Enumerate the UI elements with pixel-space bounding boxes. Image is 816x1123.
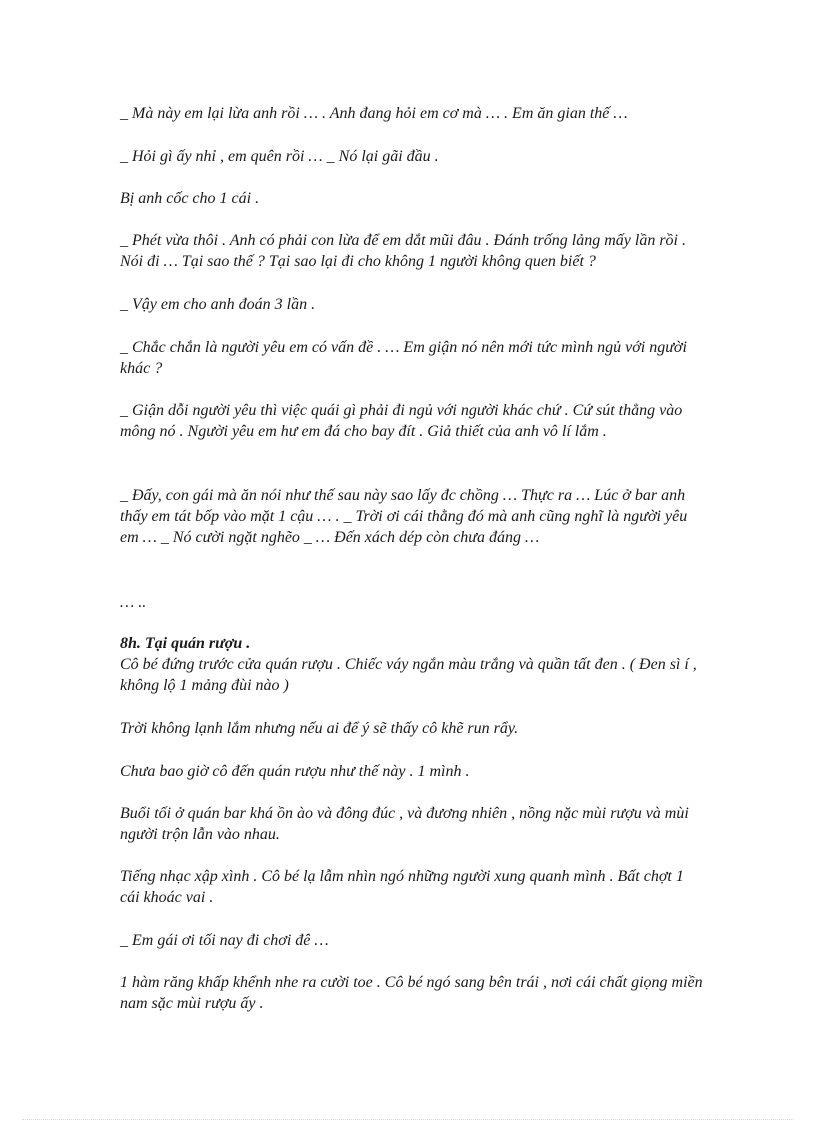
paragraph: Bị anh cốc cho 1 cái . [120, 190, 260, 207]
paragraph: _ Phét vừa thôi . Anh có phải con lừa để em dắt mũi đâu . Đánh trống lảng mấy lần rồi . Nói đi … Tại sao thế ? Tại sao lại đi cho không 1 người không quen biết ? [120, 232, 686, 270]
section-heading: 8h. Tại quán rượu . [120, 635, 251, 652]
paragraph: _ Chắc chắn là người yêu em có vấn đề . … Em giận nó nên mới tức mình ngủ với người khác ? [120, 339, 687, 377]
paragraph: 1 hàm răng khấp khểnh nhe ra cười toe . Cô bé ngó sang bên trái , nơi cái chất giọng miền nam sặc mùi rượu ấy . [120, 974, 703, 1012]
paragraph: _ Mà này em lại lừa anh rồi … . Anh đang hỏi em cơ mà … . Em ăn gian thế … [120, 105, 628, 122]
paragraph: _ Đấy, con gái mà ăn nói như thế sau này sao lấy đc chồng … Thực ra … Lúc ở bar anh thấy em tát bốp vào mặt 1 cậu … . _ Trời ơi cái thằng đó mà anh cũng nghĩ là người yêu em … _ Nó cười ngặt nghẽo _ … Đến xách dép còn chưa đáng … [120, 487, 688, 546]
ellipsis-line: … .. [120, 594, 147, 611]
paragraph: _ Giận dỗi người yêu thì việc quái gì phải đi ngủ với người khác chứ . Cứ sút thẳng vào mông nó . Người yêu em hư em đá cho bay đít . Giả thiết của anh vô lí lắm . [120, 402, 683, 440]
paragraph: Chưa bao giờ cô đến quán rượu như thế này . 1 mình . [120, 763, 470, 780]
paragraph: _ Em gái ơi tối nay đi chơi đê … [120, 932, 329, 949]
paragraph: Trời không lạnh lắm nhưng nếu ai để ý sẽ thấy cô khẽ run rẩy. [120, 720, 519, 737]
paragraph: _ Hỏi gì ấy nhỉ , em quên rồi … _ Nó lại gãi đầu . [120, 148, 439, 165]
paragraph: _ Vậy em cho anh đoán 3 lần . [120, 296, 316, 313]
paragraph: Tiếng nhạc xập xình . Cô bé lạ lẫm nhìn ngó những người xung quanh mình . Bất chợt 1 cái khoác vai . [120, 868, 684, 906]
page-bottom-divider [22, 1119, 794, 1120]
section-intro: Cô bé đứng trước cửa quán rượu . Chiếc váy ngắn màu trắng và quần tất đen . ( Đen sì í , không lộ 1 mảng đùi nào ) [120, 656, 697, 694]
paragraph: Buổi tối ở quán bar khá ồn ào và đông đúc , và đương nhiên , nồng nặc mùi rượu và mùi người trộn lẫn vào nhau. [120, 805, 689, 843]
